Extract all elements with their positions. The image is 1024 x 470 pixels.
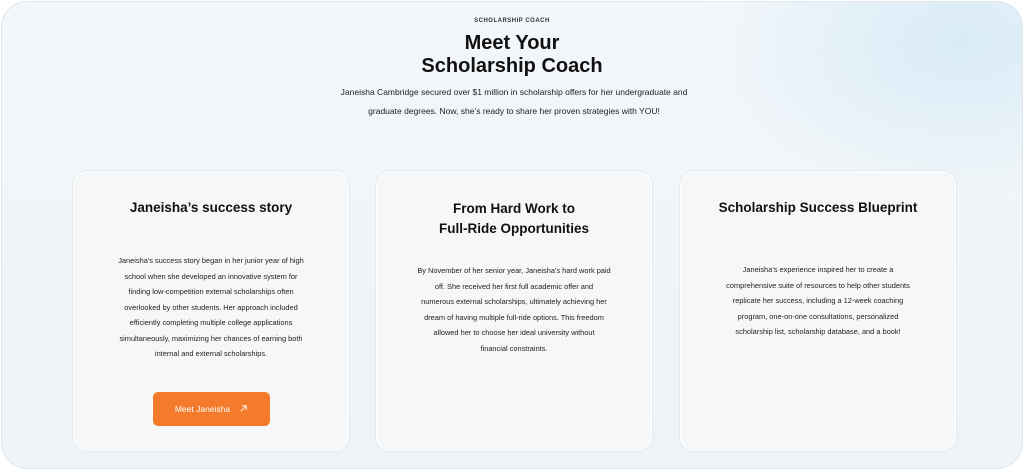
card-body-line: program, one-on-one consultations, personalized xyxy=(737,311,899,321)
subtitle-line-1: Janeisha Cambridge secured over $1 million in scholarship offers for her undergraduate and xyxy=(340,87,688,97)
card-body-line: efficiently completing multiple college applications xyxy=(129,318,293,327)
card-success-story xyxy=(73,171,349,451)
card-title xyxy=(74,198,348,218)
card-body-line: Janeisha’s success story began in her junior year of high xyxy=(118,256,304,265)
card-body-line: financial constraints. xyxy=(480,343,548,353)
card-title-line: Scholarship Success Blueprint xyxy=(718,200,918,215)
card-body-line: By November of her senior year, Janeisha’s hard work paid xyxy=(417,266,611,275)
card-title-line: Janeisha’s success story xyxy=(129,200,293,215)
card-body-line: overlooked by other students. Her approach included xyxy=(124,302,298,312)
card-body-line: numerous external scholarships, ultimately achieving her xyxy=(421,297,607,306)
meet-janeisha-button[interactable] xyxy=(153,392,270,426)
card-body-line: finding low-competition external scholarships often xyxy=(128,287,294,296)
card-body-line: dream of having multiple full-ride options. This freedom xyxy=(424,312,604,322)
card-body-line: Janeisha’s experience inspired her to create a xyxy=(742,265,894,274)
card-body xyxy=(399,263,629,356)
card-blueprint xyxy=(680,171,956,451)
card-body-line: internal and external scholarships. xyxy=(154,349,268,358)
page-frame xyxy=(1,1,1023,469)
card-body-line: scholarship list, scholarship database, and a book! xyxy=(735,327,901,336)
page-subtitle xyxy=(314,83,714,121)
subtitle-line-2: graduate degrees. Now, she’s ready to share her proven strategies with YOU! xyxy=(368,106,660,116)
section-eyebrow: SCHOLARSHIP COACH xyxy=(474,18,550,24)
button-label: Meet Janeisha xyxy=(174,404,231,414)
page-title-line-2: Scholarship Coach xyxy=(421,55,603,77)
card-hard-work xyxy=(376,171,652,451)
card-body-line: comprehensive suite of resources to help other students xyxy=(726,280,910,290)
page-title-line-1: Meet Your xyxy=(464,32,560,54)
card-title-line: Full-Ride Opportunities xyxy=(439,221,589,236)
card-body-line: replicate her success, including a 12-week coaching xyxy=(732,296,904,305)
arrow-up-right-icon xyxy=(239,404,248,415)
card-title xyxy=(681,198,955,218)
card-body-line: off. She received her first full academic offer and xyxy=(434,281,594,291)
card-title xyxy=(377,199,651,239)
card-body xyxy=(703,262,933,340)
page-title xyxy=(2,32,1022,78)
card-body-line: simultaneously, maximizing her chances of earning both xyxy=(119,333,303,343)
card-body-line: school when she developed an innovative system for xyxy=(124,271,298,281)
card-title-line: From Hard Work to xyxy=(452,201,575,216)
card-body xyxy=(96,253,326,362)
card-body-line: allowed her to choose her ideal university without xyxy=(433,328,595,337)
